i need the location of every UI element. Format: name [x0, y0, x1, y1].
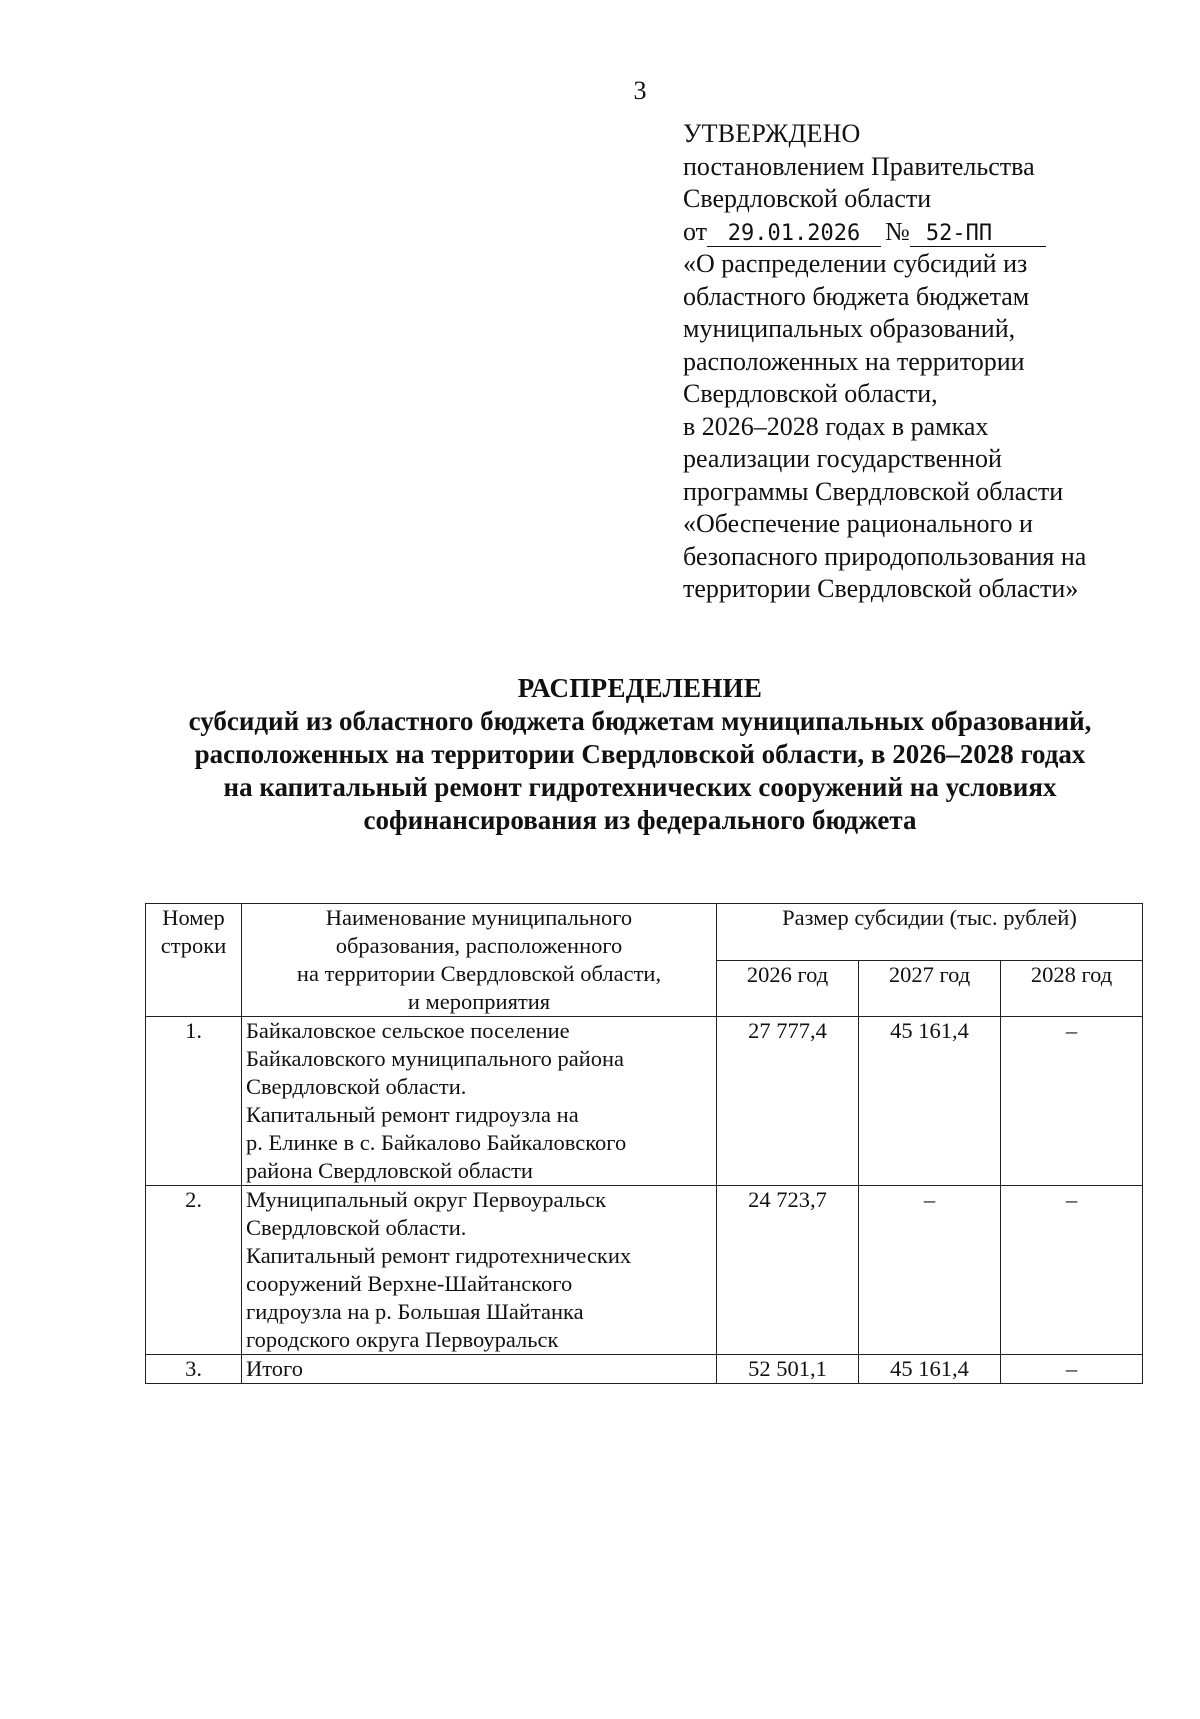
subject-line: муниципальных образований, [683, 314, 1016, 343]
row-name-line: сооружений Верхне-Шайтанского [246, 1271, 573, 1296]
subsidy-table [145, 903, 1143, 1384]
approval-line: Свердловской области [683, 184, 932, 213]
row-name-line: Байкаловского муниципального района [246, 1046, 625, 1071]
header-year-2027: 2027 год [859, 960, 1001, 1017]
approval-date-number-line [683, 216, 1183, 249]
header-text: образования, расположенного [335, 933, 623, 958]
approval-stamp-block [683, 118, 1183, 606]
subject-line: в 2026–2028 годах в рамках [683, 411, 989, 441]
title-line: на капитальный ремонт гидротехнических сооружений на условиях [223, 772, 1057, 802]
header-year-2026: 2026 год [717, 960, 859, 1017]
table-header-row [146, 904, 1143, 961]
header-text: на территории Свердловской области, [296, 961, 662, 986]
header-text: Наименование муниципального [325, 905, 633, 930]
row-value-2026: 52 501,1 [717, 1355, 859, 1384]
row-value-2027: 45 161,4 [859, 1017, 1001, 1186]
row-value-2027: 45 161,4 [859, 1355, 1001, 1384]
subject-line: территории Свердловской области» [683, 574, 1079, 603]
row-value-2027: – [859, 1186, 1001, 1355]
row-value-2026: 27 777,4 [717, 1017, 859, 1186]
row-name-line: городского округа Первоуральск [246, 1327, 559, 1352]
row-name-line: Итого [246, 1356, 303, 1381]
row-number: 1. [146, 1017, 242, 1186]
number-sign: № [885, 216, 910, 246]
row-name-line: Свердловской области. [246, 1215, 467, 1240]
title-line: расположенных на территории Свердловской области, в 2026–2028 годах [194, 739, 1086, 769]
subject-line: «О распределении субсидий из [683, 249, 1028, 278]
row-number: 2. [146, 1186, 242, 1355]
document-title [130, 672, 1150, 837]
subject-line: областного бюджета бюджетам [683, 281, 1030, 311]
row-name-line: Байкаловское сельское поселение [246, 1018, 570, 1043]
row-name-line: Муниципальный округ Первоуральск [246, 1187, 607, 1212]
subject-line: реализации государственной [683, 444, 1002, 473]
header-amount-group: Размер субсидии (тыс. рублей) [717, 904, 1143, 961]
table-row-total [146, 1355, 1143, 1384]
row-name-line: Капитальный ремонт гидротехнических [246, 1243, 632, 1268]
title-line: софинансирования из федерального бюджета [363, 805, 917, 835]
header-year-2028: 2028 год [1001, 960, 1143, 1017]
approval-date: 29.01.2026 [707, 222, 881, 247]
row-number: 3. [146, 1355, 242, 1384]
header-text: Номер [162, 905, 225, 930]
header-text: и мероприятия [407, 989, 551, 1014]
approval-title: УТВЕРЖДЕНО [683, 119, 861, 148]
row-value-2028: – [1001, 1186, 1143, 1355]
row-name [242, 1355, 717, 1384]
table-row [146, 1186, 1143, 1355]
subject-line: расположенных на территории [683, 346, 1025, 376]
date-prefix: от [683, 216, 708, 246]
subject-line: безопасного природопользования на [683, 541, 1087, 571]
table-row [146, 1017, 1143, 1186]
title-heading: РАСПРЕДЕЛЕНИЕ [517, 673, 763, 703]
subject-line: Свердловской области, [683, 379, 938, 408]
row-name [242, 1186, 717, 1355]
row-name-line: Свердловской области. [246, 1074, 467, 1099]
subject-line: «Обеспечение рационального и [683, 509, 1033, 538]
row-name [242, 1017, 717, 1186]
row-value-2026: 24 723,7 [717, 1186, 859, 1355]
header-name [242, 904, 717, 1017]
row-value-2028: – [1001, 1355, 1143, 1384]
title-line: субсидий из областного бюджета бюджетам муниципальных образований, [188, 706, 1092, 736]
row-name-line: р. Елинке в с. Байкалово Байкаловского [246, 1130, 627, 1155]
row-name-line: района Свердловской области [246, 1158, 533, 1183]
row-name-line: Капитальный ремонт гидроузла на [246, 1102, 579, 1127]
row-value-2028: – [1001, 1017, 1143, 1186]
page-number: 3 [633, 76, 647, 105]
approval-number: 52-ПП [910, 222, 1046, 247]
approval-line: постановлением Правительства [683, 151, 1035, 181]
header-row-number [146, 904, 242, 1017]
subject-line: программы Свердловской области [683, 476, 1064, 506]
row-name-line: гидроузла на р. Большая Шайтанка [246, 1299, 584, 1324]
header-text: строки [160, 933, 227, 958]
